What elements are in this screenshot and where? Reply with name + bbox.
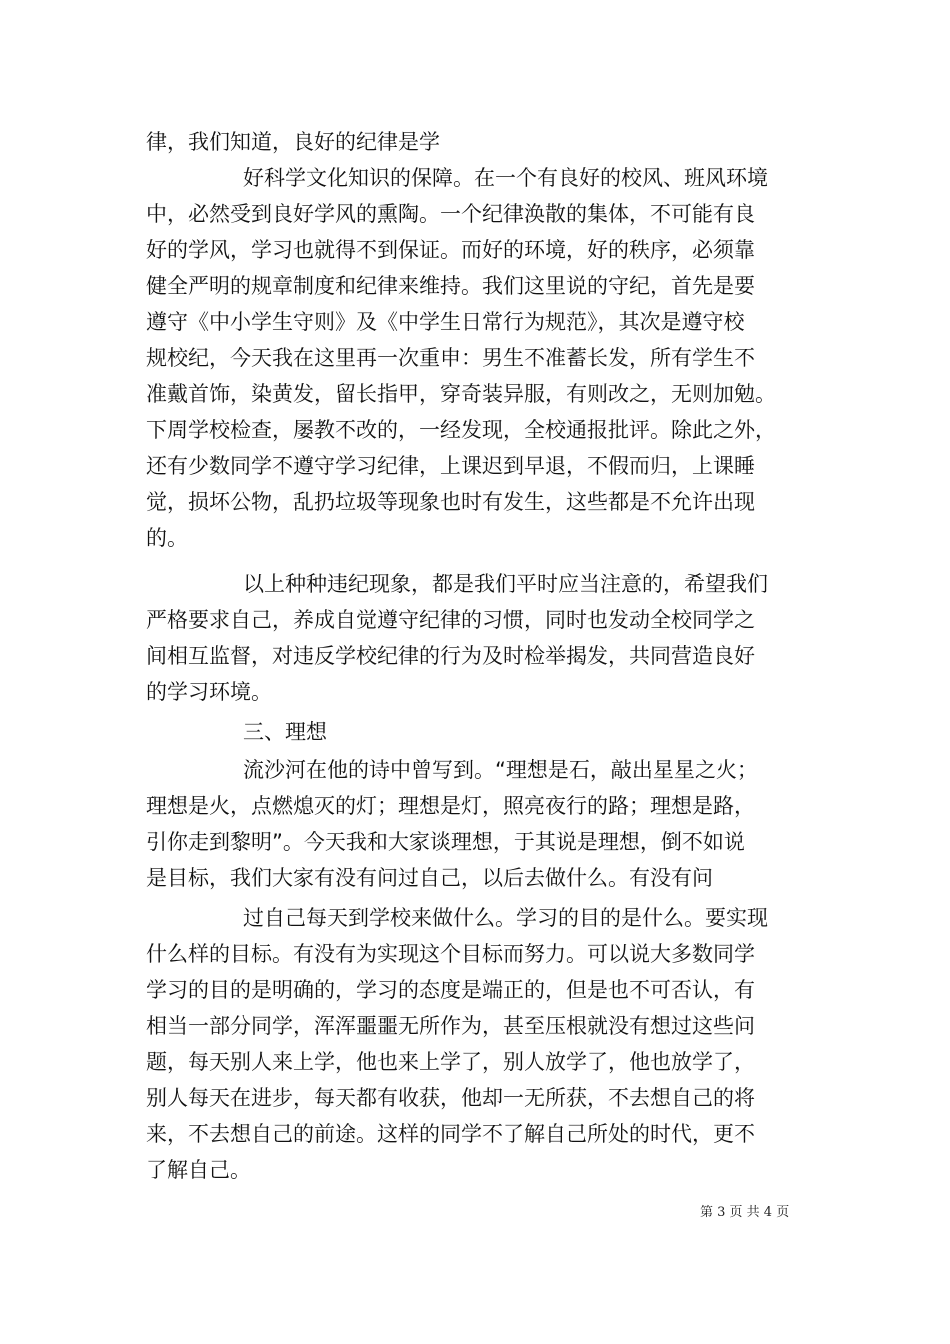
text-line: 了解自己。 <box>146 1158 251 1182</box>
text-line: 准戴首饰，染黄发，留长指甲，穿奇装异服，有则改之，无则加勉。 <box>146 382 776 406</box>
text-line: 的学习环境。 <box>146 680 272 704</box>
text-line: 学习的目的是明确的，学习的态度是端正的，但是也不可否认，有 <box>146 978 755 1002</box>
text-line: 引你走到黎明”。今天我和大家谈理想，于其说是理想，倒不如说 <box>146 830 745 854</box>
text-line: 严格要求自己，养成自觉遵守纪律的习惯，同时也发动全校同学之 <box>146 608 755 632</box>
text-line: 别人每天在进步，每天都有收获，他却一无所获，不去想自己的将 <box>146 1086 755 1110</box>
text-line: 是目标，我们大家有没有问过自己，以后去做什么。有没有问 <box>146 866 713 890</box>
text-line: 下周学校检查，屡教不改的，一经发现，全校通报批评。除此之外， <box>146 418 776 442</box>
text-line: 中，必然受到良好学风的熏陶。一个纪律涣散的集体，不可能有良 <box>146 202 755 226</box>
text-line: 以上种种违纪现象，都是我们平时应当注意的，希望我们 <box>243 572 768 596</box>
text-line: 什么样的目标。有没有为实现这个目标而努力。可以说大多数同学 <box>146 942 755 966</box>
text-line: 律，我们知道，良好的纪律是学 <box>146 130 440 154</box>
text-line: 间相互监督，对违反学校纪律的行为及时检举揭发，共同营造良好 <box>146 644 755 668</box>
text-line: 过自己每天到学校来做什么。学习的目的是什么。要实现 <box>243 906 768 930</box>
text-line: 健全严明的规章制度和纪律来维持。我们这里说的守纪，首先是要 <box>146 274 755 298</box>
text-line: 好的学风，学习也就得不到保证。而好的环境，好的秩序，必须靠 <box>146 238 755 262</box>
text-line: 觉，损坏公物，乱扔垃圾等现象也时有发生，这些都是不允许出现 <box>146 490 755 514</box>
text-line: 的。 <box>146 526 188 550</box>
text-line: 还有少数同学不遵守学习纪律，上课迟到早退，不假而归，上课睡 <box>146 454 755 478</box>
text-line: 规校纪，今天我在这里再一次重申：男生不准蓄长发，所有学生不 <box>146 346 755 370</box>
text-line: 来，不去想自己的前途。这样的同学不了解自己所处的时代，更不 <box>146 1122 755 1146</box>
text-line: 相当一部分同学，浑浑噩噩无所作为，甚至压根就没有想过这些问 <box>146 1014 755 1038</box>
text-line: 好科学文化知识的保障。在一个有良好的校风、班风环境 <box>243 166 768 190</box>
text-line: 题，每天别人来上学，他也来上学了，别人放学了，他也放学了， <box>146 1050 755 1074</box>
section-heading: 三、理想 <box>243 720 327 744</box>
text-line: 遵守《中小学生守则》及《中学生日常行为规范》，其次是遵守校 <box>146 310 745 334</box>
text-line: 理想是火，点燃熄灭的灯；理想是灯，照亮夜行的路；理想是路， <box>146 794 755 818</box>
text-line: 流沙河在他的诗中曾写到。“理想是石，敲出星星之火； <box>243 758 758 782</box>
page-number: 第 3 页 共 4 页 <box>700 1205 790 1220</box>
